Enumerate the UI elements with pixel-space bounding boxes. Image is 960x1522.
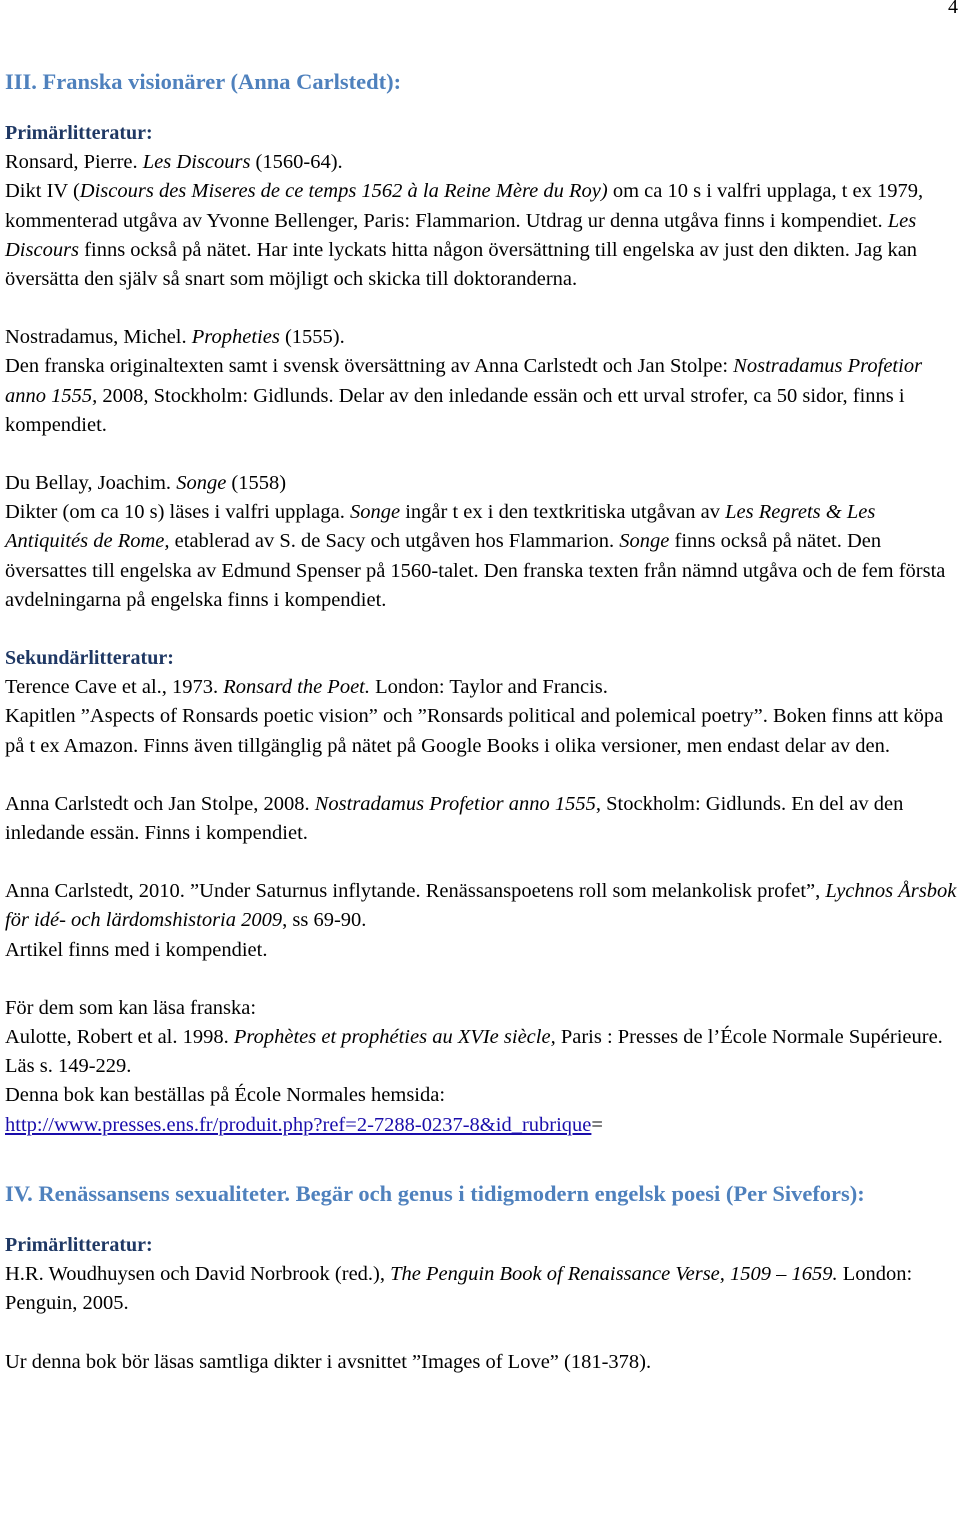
carlstedt-stolpe-entry: Anna Carlstedt och Jan Stolpe, 2008. Nostradamus Profetior anno 1555, Stockholm: Gidlunds. En del av den inledande essän. Finns i kompendiet. [5, 792, 904, 845]
carlstedt-entry: Anna Carlstedt, 2010. ”Under Saturnus inflytande. Renässanspoetens roll som melankolisk profet”, Lychnos Årsbok för idé- och lärdomshistoria 2009, ss 69-90. [5, 880, 957, 932]
section-heading-3: III. Franska visionärer (Anna Carlstedt): [5, 69, 402, 94]
dubellay-description: Dikter (om ca 10 s) läses i valfri upplaga. Songe ingår t ex i den textkritiska utgåvan av Les Regrets & Les Antiquités de Rome, etablerad av S. de Sacy och utgåven hos Flammarion. Songe finns också på nätet. Den översattes till engelska av Edmund Spenser på 1560-talet. Den franska texten från nämnd utgåva och de fem första avdelningarna på engelska finns i kompendiet. [5, 501, 946, 611]
cave-description: Kapitlen ”Aspects of Ronsards poetic vision” och ”Ronsards political and polemical poetry”. Boken finns att köpa på t ex Amazon. Finns även tillgänglig på nätet på Google Books i olika versioner, men endast delar av den. [5, 705, 944, 757]
order-link-line: http://www.presses.ens.fr/produit.php?ref=2-7288-0237-8&id_rubrique= [5, 1113, 603, 1136]
nostradamus-description: Den franska originaltexten samt i svensk översättning av Anna Carlstedt och Jan Stolpe: Nostradamus Profetior anno 1555, 2008, Stockholm: Gidlunds. Delar av den inledande essän och ett urval strofer, ca 50 sidor, finns i kompendiet. [5, 355, 923, 436]
order-note: Denna bok kan beställas på École Normales hemsida: [5, 1084, 446, 1107]
ronsard-entry: Ronsard, Pierre. Les Discours (1560-64). [5, 151, 343, 174]
page-number: 4 [948, 0, 958, 18]
document-body [5, 66, 957, 1377]
primary-literature-heading-4: Primärlitteratur: [5, 1233, 153, 1256]
secondary-literature-heading: Sekundärlitteratur: [5, 647, 174, 670]
section-heading-4: IV. Renässansens sexualiteter. Begär och genus i tidigmodern engelsk poesi (Per Sivefors): [5, 1180, 865, 1206]
french-readers-note: För dem som kan läsa franska: [5, 996, 257, 1019]
ronsard-description: Dikt IV (Discours des Miseres de ce temps 1562 à la Reine Mère du Roy) om ca 10 s i valfri upplaga, t ex 1979, kommenterad utgåva av Yvonne Bellenger, Paris: Flammarion. Utdrag ur denna utgåva finns i kompendiet. Les Discours finns också på nätet. Har inte lyckats hitta någon översättning till engelska av just den dikten. Jag kan översätta den själv så snart som möjligt och skicka till doktoranderna. [5, 180, 924, 291]
aulotte-entry: Aulotte, Robert et al. 1998. Prophètes et prophéties au XVIe siècle, Paris : Presses de l’École Normale Supérieure. Läs s. 149-229. [5, 1026, 943, 1078]
carlstedt-note: Artikel finns med i kompendiet. [5, 938, 268, 961]
dubellay-entry: Du Bellay, Joachim. Songe (1558) [5, 472, 287, 495]
order-link[interactable]: http://www.presses.ens.fr/produit.php?ref=2-7288-0237-8&id_rubrique [5, 1113, 592, 1136]
nostradamus-entry: Nostradamus, Michel. Propheties (1555). [5, 326, 345, 349]
woudhuysen-entry: H.R. Woudhuysen och David Norbrook (red.), The Penguin Book of Renaissance Verse, 1509 – 1659. London: Penguin, 2005. [5, 1263, 913, 1315]
cave-entry: Terence Cave et al., 1973. Ronsard the Poet. London: Taylor and Francis. [5, 676, 608, 699]
reading-instruction: Ur denna bok bör läsas samtliga dikter i avsnittet ”Images of Love” (181-378). [5, 1350, 652, 1373]
primary-literature-heading: Primärlitteratur: [5, 122, 153, 144]
